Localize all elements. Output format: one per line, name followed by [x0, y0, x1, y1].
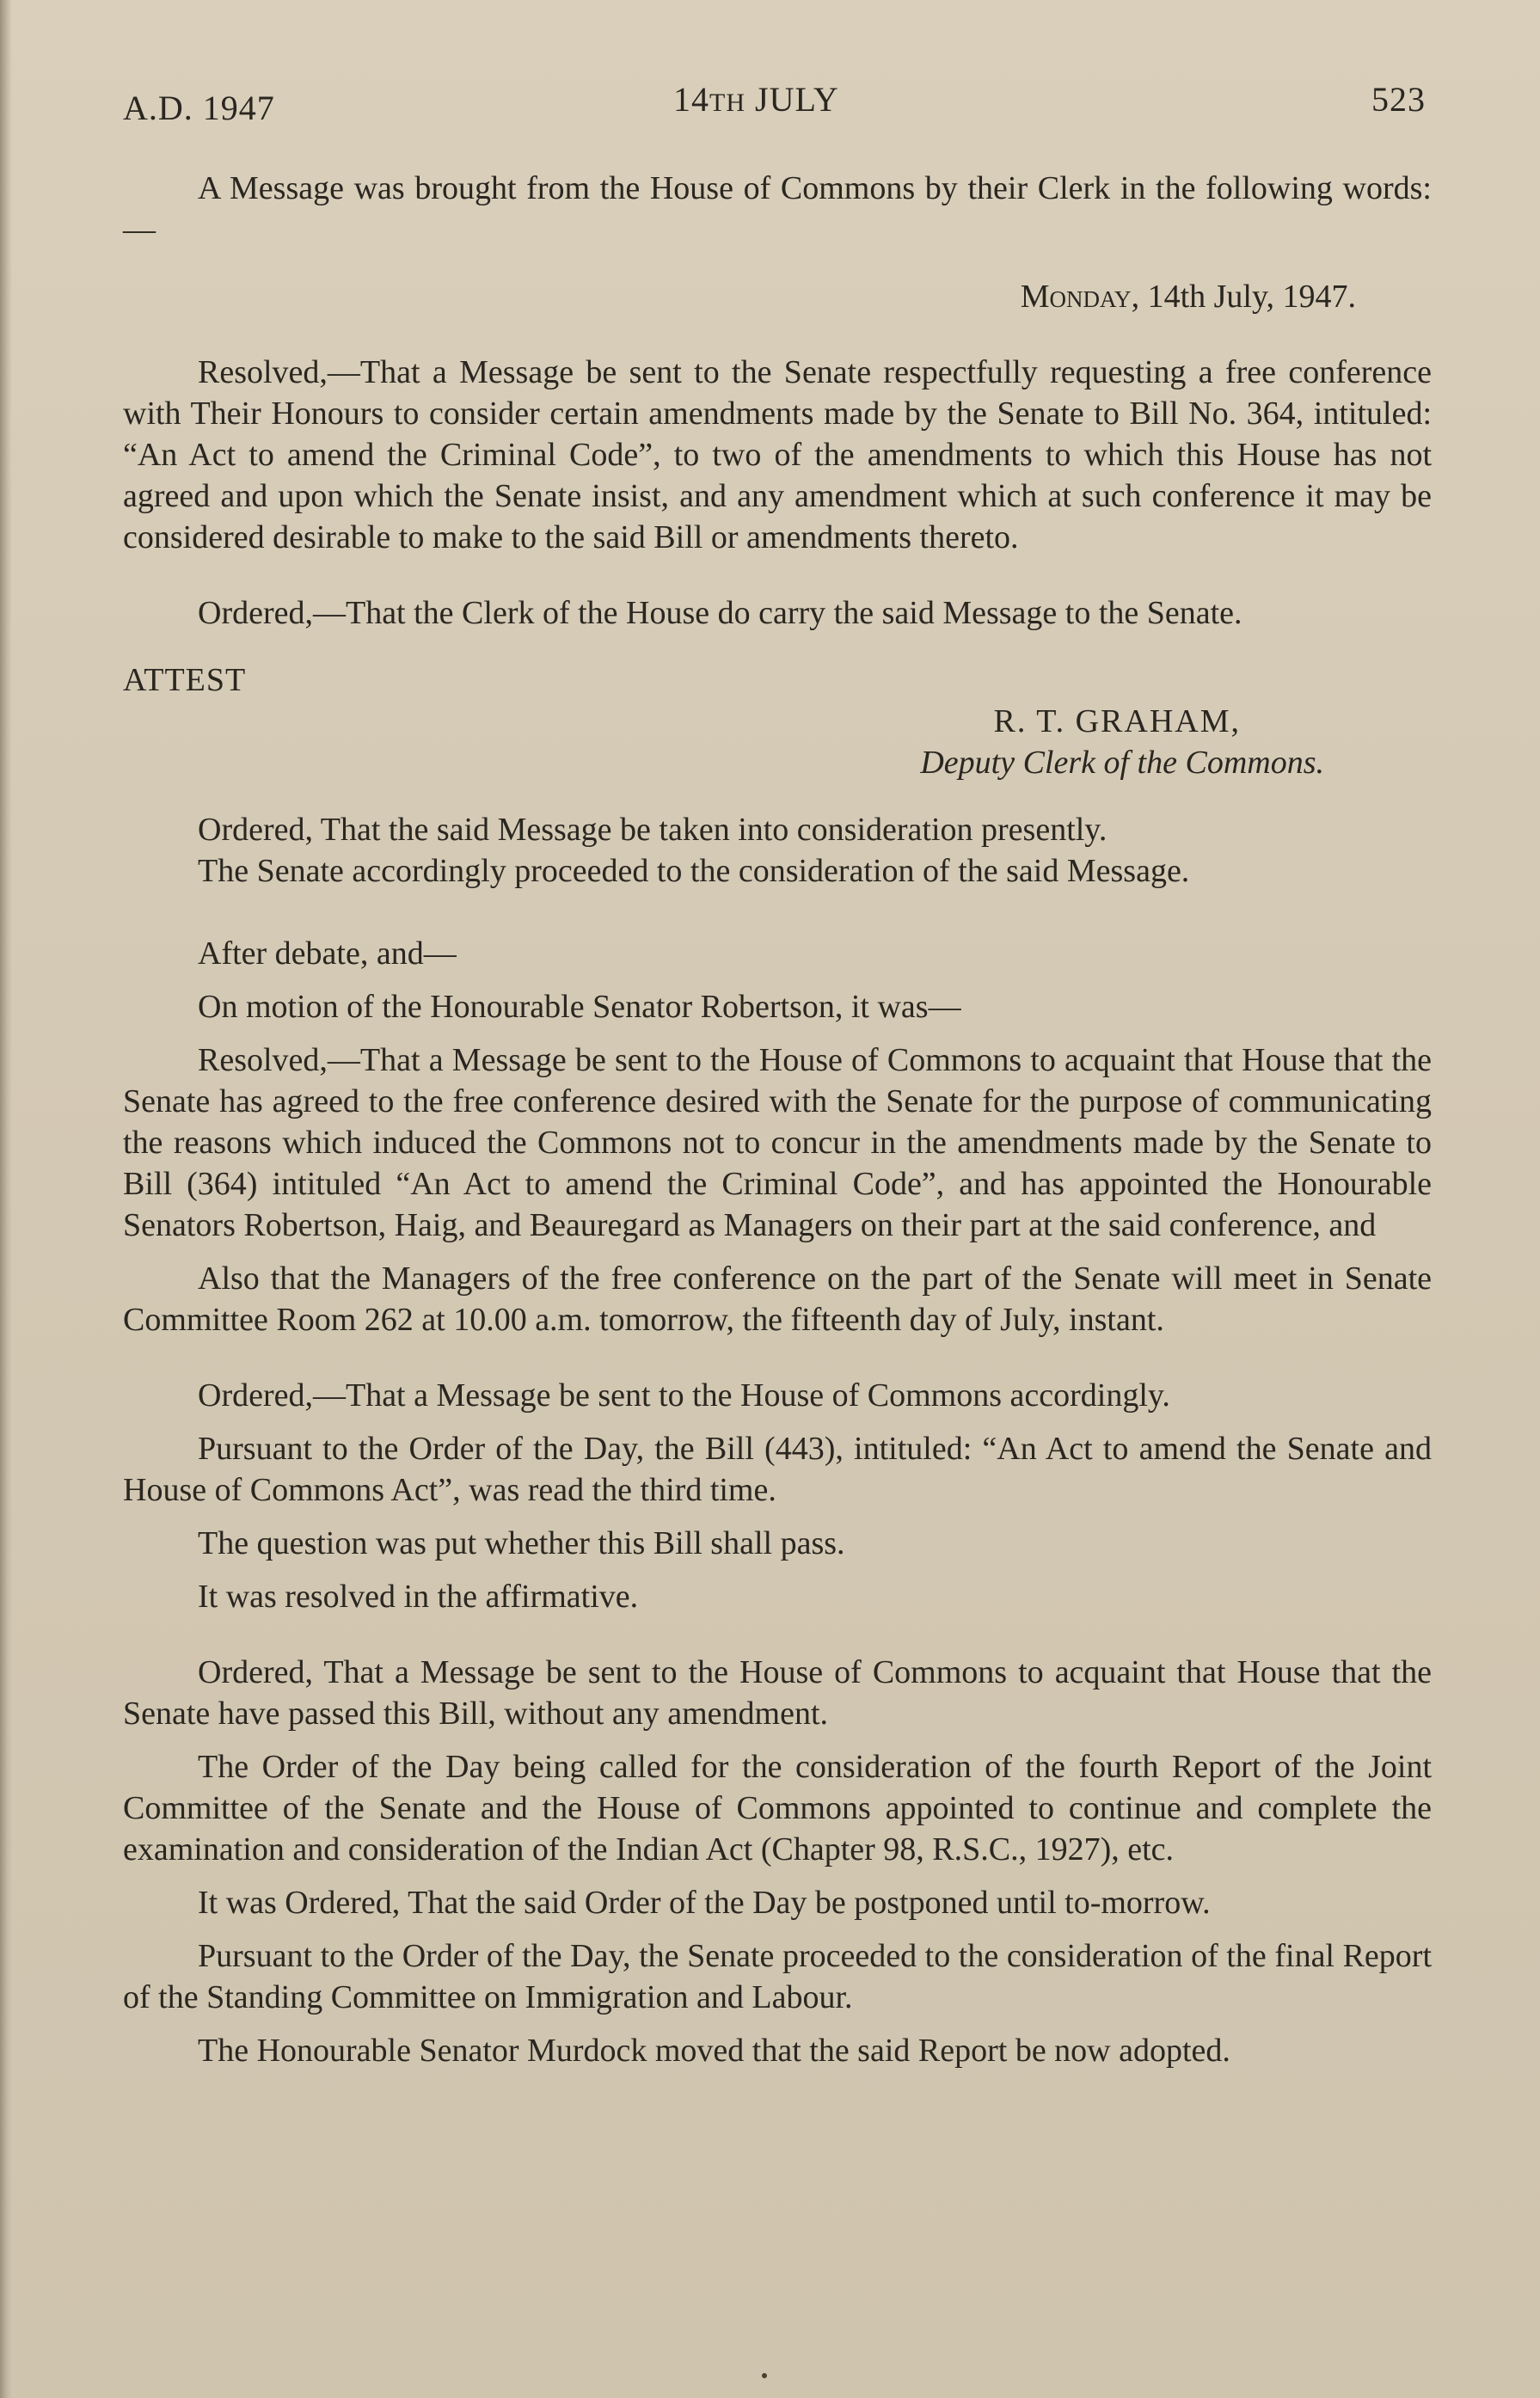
- paragraph-after-debate: After debate, and—: [198, 935, 457, 972]
- paragraph-consideration-order: Ordered, That the said Message be taken into consideration presently.: [198, 812, 1107, 848]
- header-date-suffix: TH: [709, 89, 745, 117]
- message-date: [123, 276, 1432, 317]
- message-date-rest: , 14th July, 1947.: [1131, 279, 1356, 315]
- paragraph-affirmative: It was resolved in the affirmative.: [198, 1579, 639, 1615]
- signature-title: Deputy Clerk of the Commons.: [920, 745, 1324, 781]
- paragraph-senate-resolution: Resolved,—That a Message be sent to the House of Commons to acquaint that House that the Senate has agreed to the free conference desired with the Senate for the purpose of communicating the reasons which induced the Commons not to concur in the amendments made by the Senate to Bill (364) intituled “An Act to amend the Criminal Code”, and has appointed the Honourable Senators Robertson, Haig, and Beauregard as Managers on their part at the said conference, and: [123, 1042, 1432, 1243]
- paragraph-clerk-order: Ordered,—That the Clerk of the House do carry the said Message to the Senate.: [198, 595, 1242, 631]
- paragraph-immigration-report: Pursuant to the Order of the Day, the Senate proceeded to the consideration of the final Report of the Standing Committee on Immigration and Labour.: [123, 1938, 1432, 2015]
- paragraph-postponed: It was Ordered, That the said Order of the Day be postponed until to-morrow.: [198, 1885, 1211, 1921]
- paragraph-message-order: Ordered,—That a Message be sent to the House of Commons accordingly.: [198, 1377, 1170, 1414]
- paragraph-senate-proceeded: The Senate accordingly proceeded to the consideration of the said Message.: [198, 853, 1190, 889]
- header-year: A.D. 1947: [123, 89, 275, 127]
- header-date-month: JULY: [755, 80, 839, 119]
- message-date-day: Monday: [1020, 279, 1132, 315]
- paragraph-motion: On motion of the Honourable Senator Robertson, it was—: [198, 989, 961, 1025]
- page-number: 523: [1371, 80, 1426, 119]
- signature-name: R. T. GRAHAM,: [993, 703, 1241, 739]
- header-date: [673, 79, 839, 120]
- paragraph-managers-meeting: Also that the Managers of the free conference on the part of the Senate will meet in Senate Committee Room 262 at 10.00 a.m. tomorrow, the fifteenth day of July, instant.: [123, 1260, 1432, 1338]
- paragraph-indian-act-report: The Order of the Day being called for the consideration of the fourth Report of the Joint Committee of the Senate and the House of Commons appointed to continue and complete the examination and consideration of the Indian Act (Chapter 98, R.S.C., 1927), etc.: [123, 1749, 1432, 1867]
- running-header: [123, 79, 1426, 131]
- journal-text: [123, 168, 1432, 2071]
- paragraph-bill-443: Pursuant to the Order of the Day, the Bill (443), intituled: “An Act to amend the Senate and House of Commons Act”, was read the third time.: [123, 1431, 1432, 1508]
- paragraph-message-intro: A Message was brought from the House of Commons by their Clerk in the following words:—: [123, 170, 1432, 248]
- paragraph-commons-resolution: Resolved,—That a Message be sent to the Senate respectfully requesting a free conference with Their Honours to consider certain amendments made by the Senate to Bill No. 364, intituled: “An Act to amend the Criminal Code”, to two of the amendments to which this House has not agreed and upon which the Senate insist, and any amendment which at such conference it may be considered desirable to make to the said Bill or amendments thereto.: [123, 354, 1432, 555]
- header-date-day: 14: [673, 80, 709, 119]
- paragraph-question-put: The question was put whether this Bill shall pass.: [198, 1525, 845, 1561]
- ink-speck: [762, 2373, 767, 2378]
- page-binding-edge: [0, 0, 12, 2398]
- paragraph-murdock-motion: The Honourable Senator Murdock moved that the said Report be now adopted.: [198, 2033, 1230, 2069]
- paragraph-bill-passed-message: Ordered, That a Message be sent to the House of Commons to acquaint that House that the Senate have passed this Bill, without any amendment.: [123, 1654, 1432, 1732]
- attest-label: ATTEST: [123, 662, 247, 698]
